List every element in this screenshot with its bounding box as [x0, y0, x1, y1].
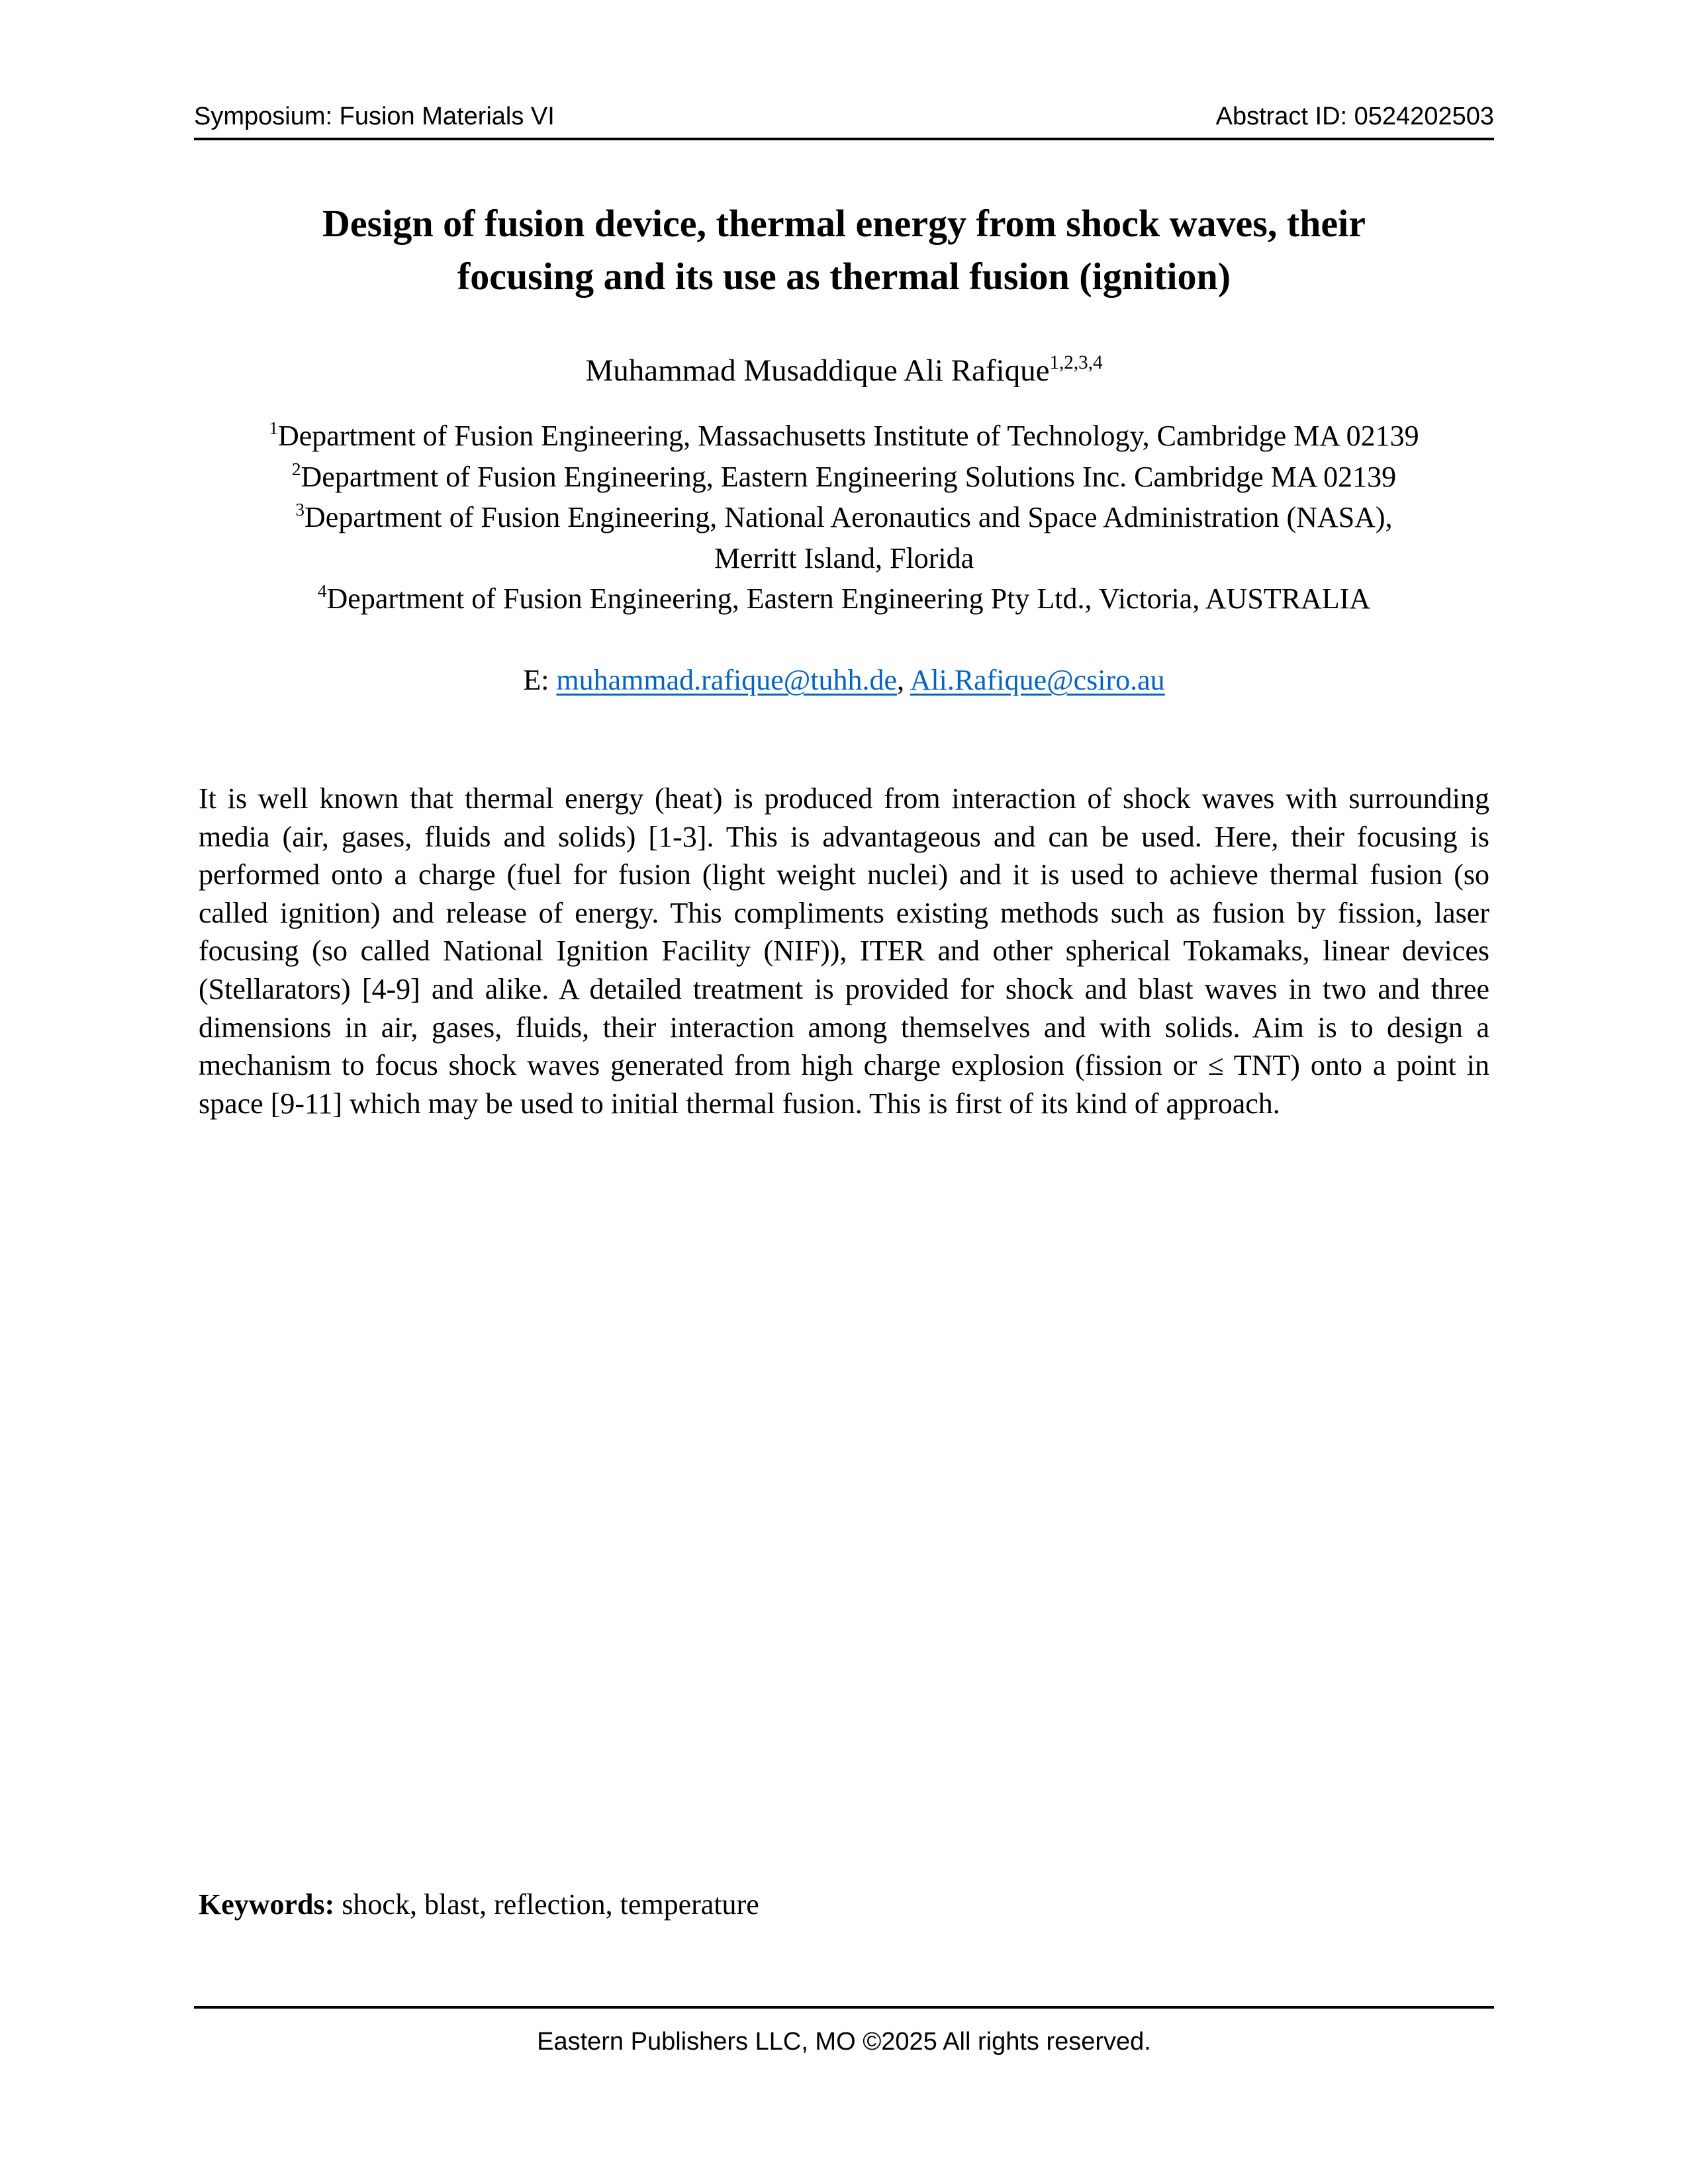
- affiliation-text: Department of Fusion Engineering, Eastern Engineering Pty Ltd., Victoria, AUSTRALIA: [326, 582, 1371, 615]
- email-link-tuhh[interactable]: muhammad.rafique@tuhh.de: [556, 664, 898, 696]
- keywords: [199, 1885, 759, 1925]
- abstract-body: It is well known that thermal energy (heat) is produced from interaction of shock waves with surrounding media (air, gases, fluids and solids) [1-3]. This is advantageous and can be used. Here, their focusing is performed onto a charge (fuel for fusion (light weight nuclei) and it is used to achieve thermal fusion (so called ignition) and release of energy. This compliments existing methods such as fusion by fission, laser focusing (so called National Ignition Facility (NIF)), ITER and other spherical Tokamaks, linear devices (Stellarators) [4-9] and alike. A detailed treatment is provided for shock and blast waves in two and three dimensions in air, gases, fluids, their interaction among themselves and with solids. Aim is to design a mechanism to focus shock waves generated from high charge explosion (fission or ≤ TNT) onto a point in space [9-11] which may be used to initial thermal fusion. This is first of its kind of approach.: [199, 782, 1489, 1120]
- keywords-list: shock, blast, reflection, temperature: [334, 1888, 759, 1921]
- affiliation-text: Department of Fusion Engineering, Eastern Engineering Solutions Inc. Cambridge MA 02139: [301, 460, 1397, 493]
- footer-divider: [194, 2006, 1494, 2009]
- email-link-csiro[interactable]: Ali.Rafique@csiro.au: [910, 664, 1165, 696]
- affiliation-text: Department of Fusion Engineering, Massachusetts Institute of Technology, Cambridge MA 02139: [277, 420, 1419, 452]
- affiliation-3: [194, 497, 1494, 538]
- paper-title: [194, 197, 1494, 303]
- page-header: [194, 101, 1494, 140]
- title-line-1: Design of fusion device, thermal energy from shock waves, their: [322, 202, 1366, 245]
- affiliation-mark: 4: [317, 581, 327, 602]
- affiliation-3-continuation: Merritt Island, Florida: [714, 541, 974, 574]
- keywords-label: Keywords:: [199, 1888, 335, 1921]
- symposium-label: Symposium: Fusion Materials VI: [194, 103, 555, 130]
- contact-emails: [194, 660, 1494, 700]
- page-footer: Eastern Publishers LLC, MO ©2025 All rights reserved.: [537, 2028, 1151, 2056]
- author-line: [194, 351, 1494, 390]
- email-separator: ,: [897, 664, 910, 696]
- affiliation-mark: 2: [291, 459, 301, 479]
- affiliation-2: [194, 457, 1494, 498]
- affiliation-text: Department of Fusion Engineering, National Aeronautics and Space Administration (NASA),: [305, 501, 1393, 533]
- abstract-id: Abstract ID: 0524202503: [1215, 103, 1494, 130]
- email-label: E:: [523, 664, 557, 696]
- affiliations: [194, 416, 1494, 619]
- affiliation-mark: 3: [295, 500, 305, 520]
- affiliation-1: [194, 416, 1494, 457]
- affiliation-4: [194, 578, 1494, 619]
- title-line-2: focusing and its use as thermal fusion (ignition): [457, 255, 1231, 298]
- author-affiliation-marks: 1,2,3,4: [1049, 351, 1103, 373]
- author-name: Muhammad Musaddique Ali Rafique: [585, 353, 1050, 388]
- affiliation-mark: 1: [269, 418, 278, 439]
